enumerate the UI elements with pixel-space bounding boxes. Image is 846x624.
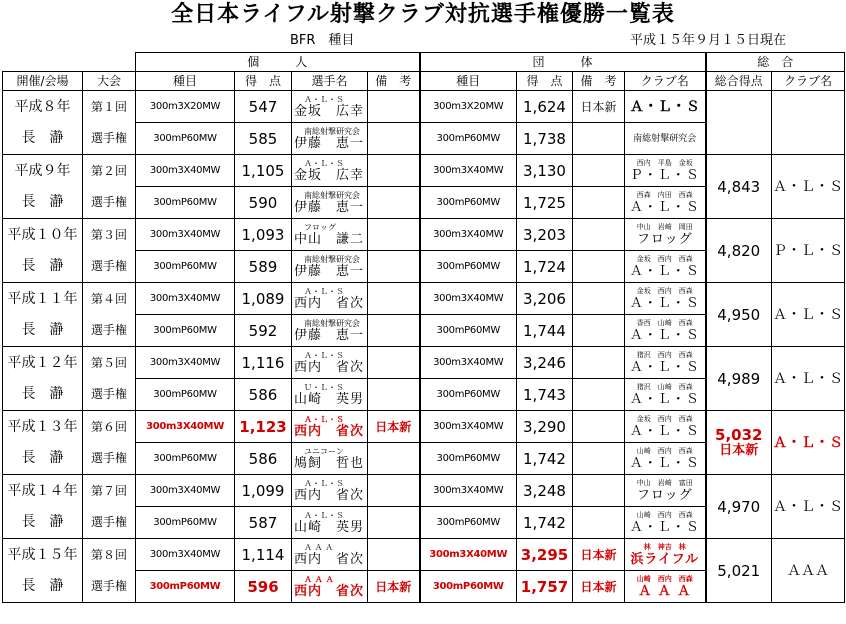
player-affiliation: Ａ・Ｌ・Ｓ bbox=[304, 158, 344, 168]
total-score: 4,950 bbox=[717, 305, 761, 324]
team-score-cell: 1,724 bbox=[517, 251, 573, 283]
team-score-cell: 1,624 bbox=[517, 91, 573, 123]
individual-event-cell: 300mP60MW bbox=[136, 187, 235, 219]
player-affiliation: 南総射撃研究会 bbox=[304, 190, 360, 200]
team-note-cell bbox=[573, 443, 625, 475]
table-row bbox=[3, 219, 845, 251]
individual-event-cell: 300m3X40MW bbox=[136, 411, 235, 443]
individual-score-cell: 586 bbox=[235, 443, 292, 475]
player-affiliation: Ａ・Ｌ・Ｓ bbox=[304, 510, 344, 520]
individual-event-cell: 300m3X40MW bbox=[136, 283, 235, 315]
player-name: 西内 省次 bbox=[294, 583, 365, 599]
team-event-cell: 300mP60MW bbox=[420, 379, 517, 411]
team-members: 金坂 西内 西森 bbox=[636, 254, 693, 263]
total-note: 日本新 bbox=[719, 442, 759, 458]
venue-cell: 平成１０年 bbox=[3, 219, 83, 251]
round-cell: 第５回 bbox=[83, 347, 136, 379]
total-score: 4,843 bbox=[717, 177, 761, 196]
individual-score-cell: 1,116 bbox=[235, 347, 292, 379]
team-club-name: Ａ・Ｌ・Ｓ bbox=[629, 423, 700, 439]
group-header-individual: 個 人 bbox=[136, 53, 420, 72]
team-club-name: 浜ライフル bbox=[630, 551, 700, 567]
individual-event-cell: 300mP60MW bbox=[136, 123, 235, 155]
individual-score-cell: 587 bbox=[235, 507, 292, 539]
group-header-total: 総 合 bbox=[706, 53, 845, 72]
round-cell: 選手権 bbox=[83, 123, 136, 155]
total-score: 4,989 bbox=[717, 369, 761, 388]
team-event-cell: 300m3X40MW bbox=[420, 347, 517, 379]
individual-note-cell bbox=[368, 91, 420, 123]
team-members: 中山 岩崎 富田 bbox=[636, 478, 693, 487]
team-event-cell: 300mP60MW bbox=[420, 571, 517, 603]
team-note-cell bbox=[573, 507, 625, 539]
player-affiliation: 南総射撃研究会 bbox=[304, 126, 360, 136]
team-event-cell: 300m3X40MW bbox=[420, 283, 517, 315]
individual-event-cell: 300mP60MW bbox=[136, 251, 235, 283]
venue-cell: 長 瀞 bbox=[3, 507, 83, 539]
team-club-cell bbox=[625, 283, 706, 315]
round-cell: 第６回 bbox=[83, 411, 136, 443]
team-score-cell: 3,246 bbox=[517, 347, 573, 379]
col-header-total-club: クラブ名 bbox=[772, 72, 845, 91]
total-score-cell bbox=[706, 219, 772, 283]
team-members: 金坂 西内 西森 bbox=[636, 414, 693, 423]
player-name: 伊藤 恵一 bbox=[294, 135, 365, 151]
player-name: 山崎 英男 bbox=[294, 519, 365, 535]
team-members: 猪沢 山崎 西森 bbox=[636, 382, 693, 391]
round-cell: 第７回 bbox=[83, 475, 136, 507]
venue-cell: 長 瀞 bbox=[3, 379, 83, 411]
team-note-cell: 日本新 bbox=[573, 91, 625, 123]
individual-note-cell bbox=[368, 155, 420, 187]
team-event-cell: 300mP60MW bbox=[420, 443, 517, 475]
individual-score-cell: 589 bbox=[235, 251, 292, 283]
player-name: 西内 省次 bbox=[294, 423, 365, 439]
team-note-cell bbox=[573, 155, 625, 187]
team-note-cell bbox=[573, 219, 625, 251]
team-club-cell bbox=[625, 539, 706, 571]
player-affiliation: Ａ Ａ Ａ bbox=[304, 574, 334, 584]
round-cell: 第３回 bbox=[83, 219, 136, 251]
team-event-cell: 300m3X40MW bbox=[420, 411, 517, 443]
team-club-name: Ａ・Ｌ・Ｓ bbox=[629, 199, 700, 215]
round-cell: 第１回 bbox=[83, 91, 136, 123]
team-club-cell bbox=[625, 187, 706, 219]
individual-event-cell: 300m3X40MW bbox=[136, 475, 235, 507]
team-club-cell bbox=[625, 251, 706, 283]
player-affiliation: Ａ・Ｌ・Ｓ bbox=[304, 350, 344, 360]
individual-score-cell: 590 bbox=[235, 187, 292, 219]
table-row bbox=[3, 475, 845, 507]
individual-score-cell: 547 bbox=[235, 91, 292, 123]
round-cell: 第４回 bbox=[83, 283, 136, 315]
table-row bbox=[3, 91, 845, 123]
total-score: 4,820 bbox=[717, 241, 761, 260]
player-affiliation: Ａ・Ｌ・Ｓ bbox=[304, 286, 344, 296]
individual-note-cell bbox=[368, 251, 420, 283]
individual-event-cell: 300m3X40MW bbox=[136, 155, 235, 187]
venue-cell: 平成９年 bbox=[3, 155, 83, 187]
team-members: 猪沢 西内 西森 bbox=[636, 350, 693, 359]
team-score-cell: 3,248 bbox=[517, 475, 573, 507]
team-members: 山崎 西内 西森 bbox=[636, 574, 693, 583]
team-score-cell: 1,725 bbox=[517, 187, 573, 219]
col-header-team-event: 種目 bbox=[420, 72, 517, 91]
individual-score-cell: 1,114 bbox=[235, 539, 292, 571]
individual-note-cell bbox=[368, 283, 420, 315]
col-header-total-score: 総合得点 bbox=[706, 72, 772, 91]
team-club-cell bbox=[625, 507, 706, 539]
column-header-row bbox=[3, 72, 845, 91]
player-affiliation: 南総射撃研究会 bbox=[304, 318, 360, 328]
individual-player-cell bbox=[292, 251, 368, 283]
team-club-name: フロッグ bbox=[636, 231, 693, 247]
team-club-name: Ａ・Ｌ・Ｓ bbox=[629, 519, 700, 535]
venue-cell: 平成８年 bbox=[3, 91, 83, 123]
individual-note-cell bbox=[368, 347, 420, 379]
col-header-round: 大会 bbox=[83, 72, 136, 91]
individual-event-cell: 300mP60MW bbox=[136, 315, 235, 347]
player-name: 西内 省次 bbox=[294, 551, 365, 567]
team-note-cell bbox=[573, 315, 625, 347]
team-event-cell: 300mP60MW bbox=[420, 315, 517, 347]
team-score-cell: 3,206 bbox=[517, 283, 573, 315]
round-cell: 選手権 bbox=[83, 443, 136, 475]
col-header-ind-note: 備 考 bbox=[368, 72, 420, 91]
player-affiliation: 南総射撃研究会 bbox=[304, 254, 360, 264]
individual-event-cell: 300m3X40MW bbox=[136, 347, 235, 379]
player-affiliation: ユニコーン bbox=[304, 446, 344, 456]
team-members: 林 神吉 林 bbox=[643, 542, 686, 551]
col-header-team-note: 備 考 bbox=[573, 72, 625, 91]
total-score: 5,021 bbox=[717, 561, 761, 580]
individual-player-cell bbox=[292, 539, 368, 571]
round-cell: 第８回 bbox=[83, 539, 136, 571]
team-members: 香西 山崎 西森 bbox=[636, 318, 693, 327]
round-cell: 第２回 bbox=[83, 155, 136, 187]
venue-cell: 平成１４年 bbox=[3, 475, 83, 507]
individual-player-cell bbox=[292, 379, 368, 411]
round-cell: 選手権 bbox=[83, 187, 136, 219]
individual-score-cell: 586 bbox=[235, 379, 292, 411]
player-name: 伊藤 恵一 bbox=[294, 327, 365, 343]
team-club-cell bbox=[625, 315, 706, 347]
team-event-cell: 300m3X40MW bbox=[420, 539, 517, 571]
group-header-team: 団 体 bbox=[420, 53, 706, 72]
individual-note-cell bbox=[368, 507, 420, 539]
team-note-cell bbox=[573, 411, 625, 443]
team-event-cell: 300m3X40MW bbox=[420, 475, 517, 507]
round-cell: 選手権 bbox=[83, 571, 136, 603]
team-club-name: フロッグ bbox=[636, 487, 693, 503]
team-score-cell: 3,290 bbox=[517, 411, 573, 443]
individual-player-cell bbox=[292, 507, 368, 539]
individual-note-cell bbox=[368, 379, 420, 411]
team-score-cell: 1,742 bbox=[517, 507, 573, 539]
individual-player-cell bbox=[292, 283, 368, 315]
total-score-cell bbox=[706, 91, 772, 155]
table-row bbox=[3, 347, 845, 379]
team-club-cell: Ａ・Ｌ・Ｓ bbox=[625, 91, 706, 123]
team-note-cell: 日本新 bbox=[573, 539, 625, 571]
team-score-cell: 3,295 bbox=[517, 539, 573, 571]
individual-player-cell bbox=[292, 187, 368, 219]
individual-note-cell bbox=[368, 475, 420, 507]
individual-player-cell bbox=[292, 155, 368, 187]
col-header-team-score: 得 点 bbox=[517, 72, 573, 91]
team-score-cell: 1,743 bbox=[517, 379, 573, 411]
individual-note-cell bbox=[368, 219, 420, 251]
total-club-cell: Ｐ・Ｌ・Ｓ bbox=[772, 219, 845, 283]
individual-note-cell: 日本新 bbox=[368, 571, 420, 603]
team-score-cell: 1,738 bbox=[517, 123, 573, 155]
player-affiliation: Ｕ・Ｌ・Ｓ bbox=[304, 382, 344, 392]
individual-player-cell bbox=[292, 219, 368, 251]
page-title: 全日本ライフル射撃クラブ対抗選手権優勝一覧表 bbox=[171, 2, 675, 27]
total-score-cell bbox=[706, 283, 772, 347]
individual-note-cell bbox=[368, 123, 420, 155]
total-club-cell bbox=[772, 91, 845, 155]
individual-event-cell: 300m3X40MW bbox=[136, 539, 235, 571]
team-club-cell bbox=[625, 379, 706, 411]
team-note-cell bbox=[573, 123, 625, 155]
total-score-cell bbox=[706, 411, 772, 475]
table-row bbox=[3, 539, 845, 571]
individual-player-cell bbox=[292, 443, 368, 475]
individual-score-cell: 592 bbox=[235, 315, 292, 347]
team-note-cell bbox=[573, 475, 625, 507]
individual-score-cell: 1,123 bbox=[235, 411, 292, 443]
individual-event-cell: 300m3X20MW bbox=[136, 91, 235, 123]
team-club-cell bbox=[625, 411, 706, 443]
player-name: 金坂 広幸 bbox=[294, 103, 365, 119]
individual-player-cell bbox=[292, 411, 368, 443]
team-event-cell: 300m3X20MW bbox=[420, 91, 517, 123]
individual-score-cell: 1,099 bbox=[235, 475, 292, 507]
individual-score-cell: 596 bbox=[235, 571, 292, 603]
team-club-name: Ａ・Ｌ・Ｓ bbox=[629, 295, 700, 311]
total-score-cell bbox=[706, 347, 772, 411]
team-score-cell: 3,203 bbox=[517, 219, 573, 251]
player-name: 金坂 広幸 bbox=[294, 167, 365, 183]
team-note-cell: 日本新 bbox=[573, 571, 625, 603]
total-score-cell bbox=[706, 155, 772, 219]
player-name: 伊藤 恵一 bbox=[294, 263, 365, 279]
player-affiliation: Ａ・Ｌ・Ｓ bbox=[304, 94, 344, 104]
team-members: 西森 内田 西森 bbox=[636, 190, 693, 199]
team-club-cell bbox=[625, 155, 706, 187]
round-cell: 選手権 bbox=[83, 507, 136, 539]
individual-event-cell: 300mP60MW bbox=[136, 443, 235, 475]
individual-note-cell bbox=[368, 187, 420, 219]
team-club-name: Ａ・Ｌ・Ｓ bbox=[629, 327, 700, 343]
table-row bbox=[3, 283, 845, 315]
team-club-name: Ａ・Ｌ・Ｓ bbox=[629, 455, 700, 471]
total-club-cell: Ａ・Ｌ・Ｓ bbox=[772, 347, 845, 411]
team-members: 中山 岩崎 岡田 bbox=[636, 222, 693, 231]
individual-player-cell bbox=[292, 91, 368, 123]
individual-event-cell: 300m3X40MW bbox=[136, 219, 235, 251]
team-event-cell: 300m3X40MW bbox=[420, 155, 517, 187]
team-note-cell bbox=[573, 187, 625, 219]
player-affiliation: Ａ・Ｌ・Ｓ bbox=[304, 414, 344, 424]
total-score-cell bbox=[706, 475, 772, 539]
player-name: 中山 謙二 bbox=[294, 231, 365, 247]
team-score-cell: 1,742 bbox=[517, 443, 573, 475]
team-event-cell: 300mP60MW bbox=[420, 251, 517, 283]
team-event-cell: 300m3X40MW bbox=[420, 219, 517, 251]
team-event-cell: 300mP60MW bbox=[420, 507, 517, 539]
team-club-cell bbox=[625, 475, 706, 507]
team-score-cell: 3,130 bbox=[517, 155, 573, 187]
total-club-cell: Ａ・Ｌ・Ｓ bbox=[772, 155, 845, 219]
player-name: 山崎 英男 bbox=[294, 391, 365, 407]
total-score: 4,970 bbox=[717, 497, 761, 516]
round-cell: 選手権 bbox=[83, 251, 136, 283]
total-score-cell bbox=[706, 539, 772, 603]
venue-cell: 長 瀞 bbox=[3, 187, 83, 219]
total-club-cell: Ａ・Ｌ・Ｓ bbox=[772, 283, 845, 347]
subtitle-date: 平成１５年９月１５日現在 bbox=[630, 33, 787, 48]
col-header-ind-event: 種目 bbox=[136, 72, 235, 91]
team-members: 金坂 西内 西森 bbox=[636, 286, 693, 295]
team-members: 山崎 西内 西森 bbox=[636, 510, 693, 519]
team-score-cell: 1,757 bbox=[517, 571, 573, 603]
group-header-blank bbox=[3, 53, 136, 72]
team-members: 西内 平島 金坂 bbox=[636, 158, 693, 167]
total-club-cell: Ａ・Ｌ・Ｓ bbox=[772, 411, 845, 475]
team-note-cell bbox=[573, 251, 625, 283]
team-club-cell: 南総射撃研究会 bbox=[625, 123, 706, 155]
team-note-cell bbox=[573, 347, 625, 379]
venue-cell: 長 瀞 bbox=[3, 251, 83, 283]
individual-player-cell bbox=[292, 315, 368, 347]
team-event-cell: 300mP60MW bbox=[420, 187, 517, 219]
player-name: 伊藤 恵一 bbox=[294, 199, 365, 215]
venue-cell: 長 瀞 bbox=[3, 443, 83, 475]
total-score: 5,032 bbox=[715, 425, 763, 444]
player-affiliation: Ａ Ａ Ａ bbox=[304, 542, 334, 552]
team-club-name: Ａ・Ｌ・Ｓ bbox=[629, 359, 700, 375]
total-club-cell: Ａ・Ｌ・Ｓ bbox=[772, 475, 845, 539]
individual-note-cell bbox=[368, 539, 420, 571]
venue-cell: 長 瀞 bbox=[3, 315, 83, 347]
individual-player-cell bbox=[292, 123, 368, 155]
total-club-cell: ＡＡＡ bbox=[772, 539, 845, 603]
results-table bbox=[2, 52, 845, 603]
team-club-cell bbox=[625, 443, 706, 475]
individual-score-cell: 1,089 bbox=[235, 283, 292, 315]
team-note-cell bbox=[573, 283, 625, 315]
col-header-ind-score: 得 点 bbox=[235, 72, 292, 91]
venue-cell: 長 瀞 bbox=[3, 571, 83, 603]
player-affiliation: フロッグ bbox=[304, 222, 336, 232]
team-club-name: Ｐ・Ｌ・Ｓ bbox=[629, 167, 700, 183]
individual-event-cell: 300mP60MW bbox=[136, 571, 235, 603]
team-event-cell: 300mP60MW bbox=[420, 123, 517, 155]
table-row bbox=[3, 155, 845, 187]
individual-note-cell bbox=[368, 443, 420, 475]
table-row bbox=[3, 411, 845, 443]
team-members: 山崎 西内 西森 bbox=[636, 446, 693, 455]
venue-cell: 平成１２年 bbox=[3, 347, 83, 379]
individual-event-cell: 300mP60MW bbox=[136, 379, 235, 411]
player-name: 西内 省次 bbox=[294, 487, 365, 503]
individual-player-cell bbox=[292, 347, 368, 379]
team-club-cell bbox=[625, 571, 706, 603]
player-name: 鳩飼 哲也 bbox=[294, 455, 365, 471]
individual-event-cell: 300mP60MW bbox=[136, 507, 235, 539]
venue-cell: 平成１１年 bbox=[3, 283, 83, 315]
team-score-cell: 1,744 bbox=[517, 315, 573, 347]
individual-score-cell: 1,093 bbox=[235, 219, 292, 251]
individual-note-cell: 日本新 bbox=[368, 411, 420, 443]
subtitle-event-type: BFR 種目 bbox=[290, 33, 355, 48]
col-header-team-club: クラブ名 bbox=[625, 72, 706, 91]
team-club-name: Ａ・Ｌ・Ｓ bbox=[629, 391, 700, 407]
individual-score-cell: 1,105 bbox=[235, 155, 292, 187]
round-cell: 選手権 bbox=[83, 379, 136, 411]
team-club-cell bbox=[625, 347, 706, 379]
venue-cell: 長 瀞 bbox=[3, 123, 83, 155]
individual-score-cell: 585 bbox=[235, 123, 292, 155]
individual-note-cell bbox=[368, 315, 420, 347]
individual-player-cell bbox=[292, 571, 368, 603]
round-cell: 選手権 bbox=[83, 315, 136, 347]
player-name: 西内 省次 bbox=[294, 295, 365, 311]
col-header-ind-player: 選手名 bbox=[292, 72, 368, 91]
player-name: 西内 省次 bbox=[294, 359, 365, 375]
team-club-name: Ａ Ａ Ａ bbox=[638, 583, 692, 599]
individual-player-cell bbox=[292, 475, 368, 507]
group-header-row bbox=[3, 53, 845, 72]
team-club-name: Ａ・Ｌ・Ｓ bbox=[629, 263, 700, 279]
venue-cell: 平成１５年 bbox=[3, 539, 83, 571]
venue-cell: 平成１３年 bbox=[3, 411, 83, 443]
player-affiliation: Ａ・Ｌ・Ｓ bbox=[304, 478, 344, 488]
team-note-cell bbox=[573, 379, 625, 411]
col-header-venue: 開催/会場 bbox=[3, 72, 83, 91]
team-club-cell bbox=[625, 219, 706, 251]
